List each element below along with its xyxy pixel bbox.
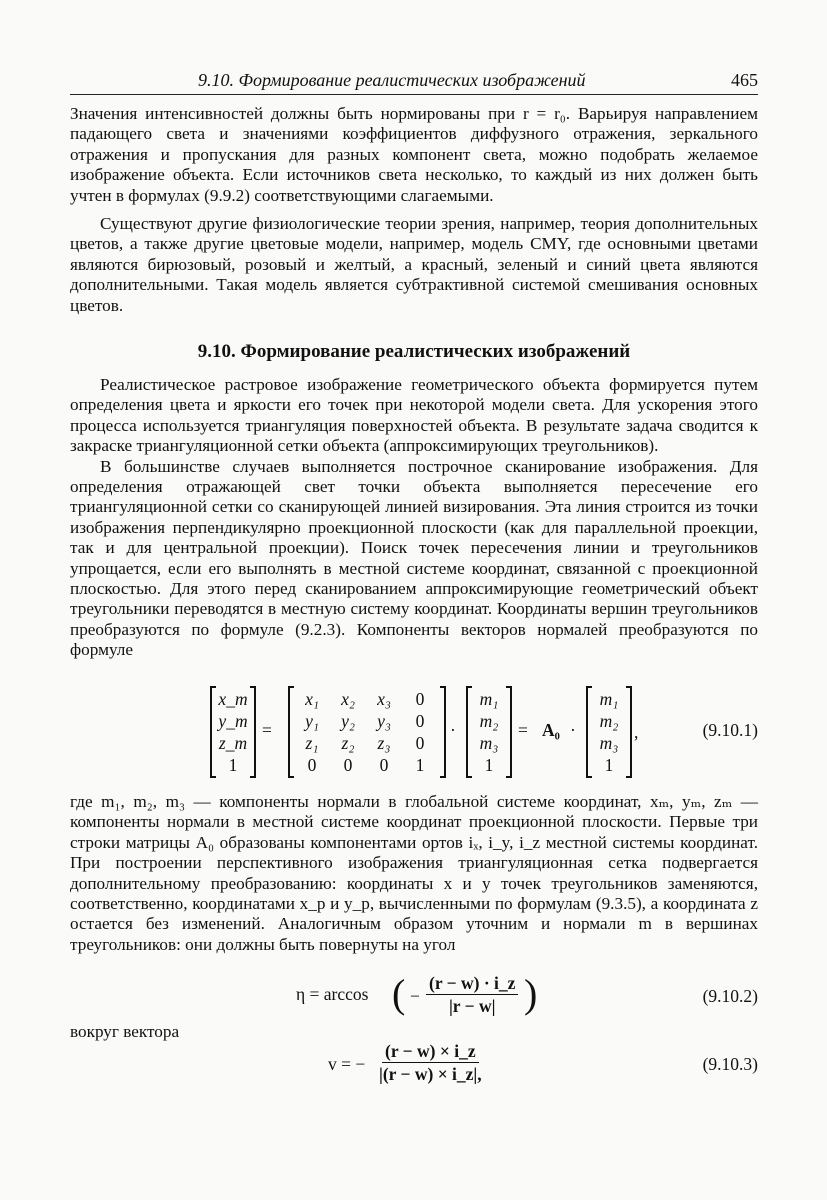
paren-right: ) — [524, 971, 538, 1016]
equals-sign: = — [262, 720, 272, 740]
fraction-numerator: (r − w) × i_z — [382, 1040, 479, 1063]
matrix-cell: 0 — [307, 755, 317, 775]
comma: , — [634, 722, 639, 742]
angle-lhs: η = arccos — [296, 984, 369, 1004]
fraction-denominator: |r − w| — [448, 996, 496, 1016]
rotation-matrix — [288, 686, 446, 778]
matrix-cell: z₂ — [341, 733, 355, 753]
paragraph-normals: где m₁, m₂, m₃ — компоненты нормали в глобальной системе координат, xₘ, yₘ, zₘ — компоненты нормали в местной системе координат проекционной плоскости. Первые три строки матрицы A₀ образованы компонентами ортов iₓ, i_y, i_z местной системы координат. При построении перспективного изображения триангуляционная сетка подвергается дополнительному преобразованию: координаты x и y точек треугольников заменяются, соответственно, координатами x_p и y_p, вычисленными по формулам (9.3.5), а координата z остается без изменений. Аналогичным образом уточним и нормали m в вершинах треугольников: они должны быть повернуты на угол — [70, 792, 758, 954]
vector-cell: m₁ — [599, 689, 619, 709]
fraction-numerator: (r − w) · i_z — [426, 972, 518, 995]
vector-cell: m₃ — [599, 733, 619, 753]
left-vector — [210, 686, 256, 778]
dot-operator: · — [570, 720, 576, 740]
paragraph-theories: Существуют другие физиологические теории зрения, например, теория дополнительных цветов, а также другие цветовые модели, например, модель CMY, где основными цветами являются бирюзовый, розовый и желтый, а красный, зеленый и синий цвета являются дополнительными. Такая модель является субтрактивной системой смешивания основных цветов. — [70, 214, 758, 315]
vector-cell: m₃ — [479, 733, 499, 753]
matrix-cell: x₁ — [305, 689, 319, 709]
page-header — [70, 68, 758, 95]
vector-cell: 1 — [604, 755, 614, 775]
equation-number: (9.10.2) — [702, 986, 758, 1006]
paren-left: ( — [392, 971, 406, 1016]
text-after-eq1 — [70, 792, 758, 955]
paragraph-raster: Реалистическое растровое изображение геометрического объекта формируется путем определения цвета и яркости его точек при некоторой модели света. Для ускорения этого процесса используется триангуляция поверхностей объекта. В результате задача сводится к закраске триангуляционной сетки объекта (аппроксимирующих треугольников). — [70, 375, 758, 456]
matrix-cell: y₂ — [341, 711, 355, 731]
matrix-cell: 0 — [343, 755, 353, 775]
matrix-cell: x₂ — [341, 689, 355, 709]
matrix-cell: y₃ — [377, 711, 391, 731]
matrix-cell: 0 — [415, 733, 425, 753]
vector-cell: z_m — [218, 733, 248, 753]
equation-number: (9.10.1) — [702, 720, 758, 740]
normal-vector-result — [586, 686, 632, 778]
equation-9-10-3 — [70, 1034, 758, 1090]
matrix-cell: z₁ — [305, 733, 319, 753]
paragraph-intensity: Значения интенсивностей должны быть нормированы при r = r₀. Варьируя направлением падающего света и значениями коэффициентов диффузного отражения, зеркального отражения и пропускания для разных компонент света, можно подобрать желаемое изображение объекта. Если источников света несколько, то каждый из них должен быть учтен в формулах (9.9.2) соответствующими слагаемыми. — [70, 104, 758, 205]
matrix-cell: y₁ — [305, 711, 319, 731]
equation-9-10-2 — [70, 968, 758, 1024]
vector-cell: 1 — [228, 755, 238, 775]
dot-operator: · — [450, 720, 456, 740]
top-text-block — [70, 104, 758, 316]
fraction — [376, 1040, 485, 1085]
minus-sign: − — [410, 986, 420, 1006]
fraction — [426, 972, 518, 1017]
vector-cell: 1 — [484, 755, 494, 775]
normal-vector-global — [466, 686, 512, 778]
mid-text-block — [70, 375, 758, 661]
vector-lhs: v = − — [328, 1054, 366, 1074]
vector-cell: y_m — [218, 711, 248, 731]
vector-cell: m₂ — [479, 711, 499, 731]
equation-number: (9.10.3) — [702, 1054, 758, 1074]
paragraph-around: вокруг вектора — [70, 1022, 180, 1041]
equation-9-10-1 — [70, 686, 758, 782]
matrix-cell: 0 — [415, 711, 425, 731]
vector-cell: x_m — [218, 689, 248, 709]
fraction-denominator: |(r − w) × i_z|, — [379, 1064, 482, 1084]
matrix-cell: x₃ — [377, 689, 391, 709]
matrix-cell: 0 — [415, 689, 425, 709]
matrix-cell: 0 — [379, 755, 389, 775]
running-title: 9.10. Формирование реалистических изображений — [198, 70, 586, 90]
matrix-a0: A₀ — [542, 720, 560, 740]
page-number: 465 — [731, 70, 758, 90]
equals-sign: = — [518, 720, 528, 740]
matrix-cell: 1 — [415, 755, 425, 775]
vector-cell: m₂ — [599, 711, 619, 731]
section-heading: 9.10. Формирование реалистических изображений — [197, 341, 631, 362]
matrix-cell: z₃ — [377, 733, 391, 753]
paragraph-scanning: В большинстве случаев выполняется построчное сканирование изображения. Для определения отражающей свет точки объекта выполняется пересечение его триангуляционной сетки со сканирующей линией визирования. Эта линия строится из точки изображения перпендикулярно проекционной плоскости (как для параллельной проекции, так и для центральной проекции). Поиск точек пересечения линии и треугольников упрощается, если его выполнять в местной системе координат, связанной с проекционной плоскостью. Для этого перед сканированием аппроксимирующие геометрический объект треугольники переводятся в местную систему координат. Координаты вершин треугольников преобразуются по формуле (9.2.3). Компоненты векторов нормалей преобразуются по формуле — [70, 456, 758, 660]
vector-cell: m₁ — [479, 689, 499, 709]
